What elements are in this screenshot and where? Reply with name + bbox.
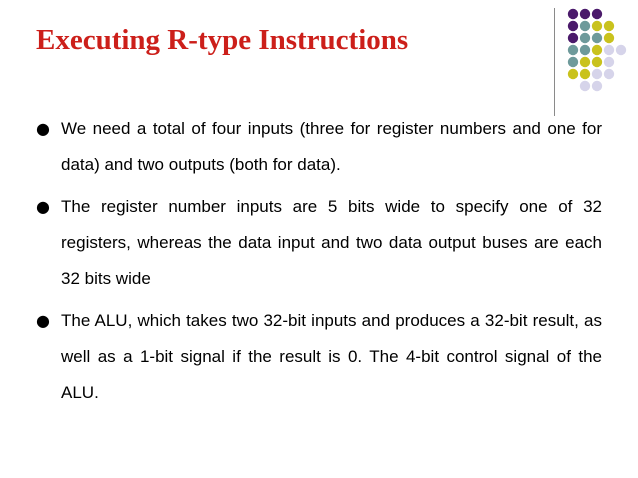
- dot-purple: [568, 21, 578, 31]
- dot-lavender: [592, 69, 602, 79]
- dot-olive: [592, 45, 602, 55]
- bullet-item: [36, 303, 602, 411]
- bullet-dot-icon: ●: [36, 197, 50, 216]
- dot-purple: [568, 33, 578, 43]
- dot-teal: [592, 33, 602, 43]
- dot-olive: [592, 57, 602, 67]
- dot-olive: [592, 21, 602, 31]
- dot-olive: [604, 33, 614, 43]
- dot-purple: [592, 9, 602, 19]
- dot-lavender: [616, 45, 626, 55]
- dot-olive: [604, 21, 614, 31]
- dot-teal: [568, 45, 578, 55]
- dot-lavender: [580, 81, 590, 91]
- bullet-dot-icon: ●: [36, 119, 50, 138]
- dot-lavender: [604, 69, 614, 79]
- bullet-text: The ALU, which takes two 32-bit inputs and produces a 32-bit result, as well as a 1-bit signal if the result is 0. The 4-bit control signal of the ALU.: [61, 311, 602, 402]
- dot-teal: [568, 57, 578, 67]
- dot-olive: [580, 57, 590, 67]
- decorative-dot-grid: [0, 0, 638, 120]
- dot-teal: [580, 45, 590, 55]
- title-divider-line: [554, 8, 555, 116]
- dot-lavender: [604, 45, 614, 55]
- dot-purple: [568, 9, 578, 19]
- dot-olive: [568, 69, 578, 79]
- slide-title: Executing R-type Instructions: [36, 24, 409, 56]
- dot-lavender: [604, 57, 614, 67]
- dot-lavender: [592, 81, 602, 91]
- bullet-item: [36, 111, 602, 183]
- dot-teal: [580, 33, 590, 43]
- bullet-text: We need a total of four inputs (three for register numbers and one for data) and two outputs (both for data).: [61, 119, 602, 174]
- dot-teal: [580, 21, 590, 31]
- dot-purple: [580, 9, 590, 19]
- bullet-dot-icon: ●: [36, 311, 50, 330]
- dot-olive: [580, 69, 590, 79]
- bullet-text: The register number inputs are 5 bits wide to specify one of 32 registers, whereas the data input and two data output buses are each 32 bits wide: [61, 197, 602, 288]
- bullet-item: [36, 189, 602, 297]
- bullet-list: [36, 111, 602, 417]
